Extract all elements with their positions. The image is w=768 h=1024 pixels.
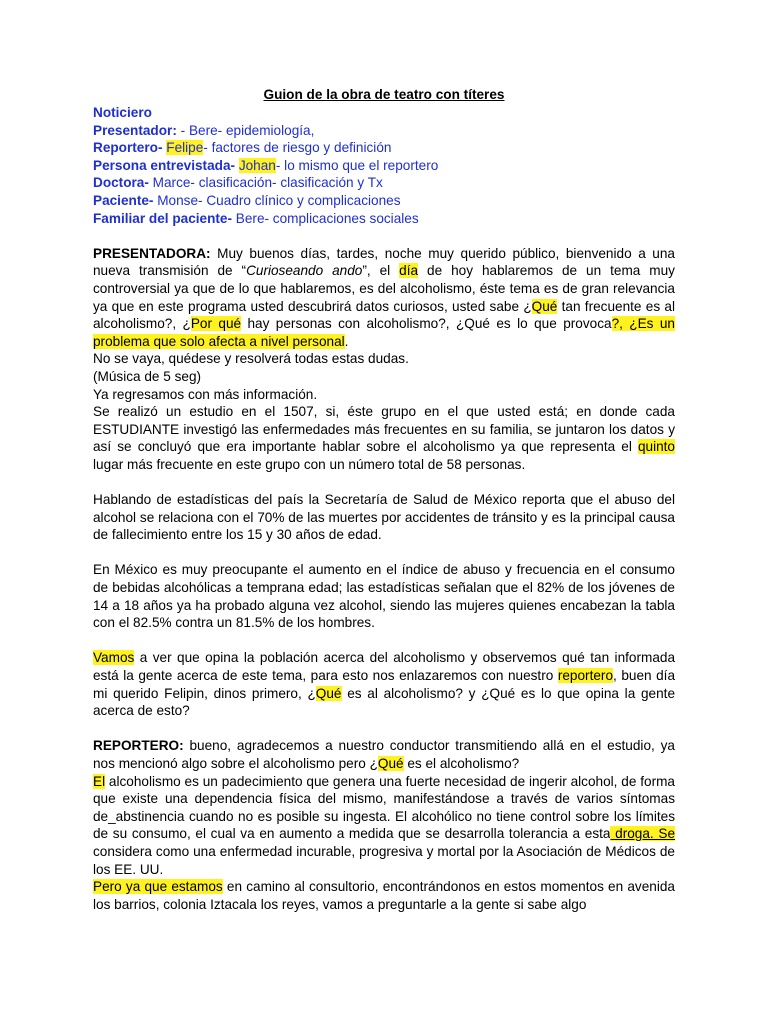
paragraph-definicion: El alcoholismo es un padecimiento que genera una fuerte necesidad de ingerir alcohol, de forma que existe una dependencia física del mismo, manifestándose a través de varios síntomas de_abstinencia cuando no es posible su ingesta. El alcohólico no tiene control sobre los límites de su consumo, el cual va en aumento a medida que se desarrolla tolerancia a esta droga. Se considera como una enfermedad incurable, progresiva y mortal por la Asociación de Médicos de los EE. UU.	[93, 773, 676, 877]
cast-row: Presentador: - Bere- epidemiología,	[93, 122, 315, 138]
paragraph-estudio: Se realizó un estudio en el 1507, si, éste grupo en el que usted está; en donde cada ESTUDIANTE investigó las enfermedades más frecuentes en su familia, se juntaron los datos y así se concluyó que era importante hablar sobre el alcoholismo ya que representa el quinto lugar más frecuente en este grupo con un número total de 58 personas.	[93, 404, 675, 472]
paragraph-consultorio: Pero ya que estamos en camino al consultorio, encontrándonos en estos momentos en avenida los barrios, colonia Iztacala los reyes, vamos a preguntarle a la gente si sabe algo	[93, 879, 675, 912]
cast-heading: Noticiero	[93, 105, 152, 120]
cast-row: Persona entrevistada- Johan- lo mismo que el reportero	[93, 157, 439, 173]
paragraph-reportero: REPORTERO: bueno, agradecemos a nuestro conductor transmitiendo allá en el estudio, ya nos mencionó algo sobre el alcoholismo pero ¿Qué es el alcoholismo?	[93, 738, 675, 771]
paragraph-presentadora: PRESENTADORA: Muy buenos días, tardes, noche muy querido público, bienvenido a una nueva transmisión de “Curioseando ando”, el día de hoy hablaremos de un tema muy controversial ya que de lo que hablaremos, es del alcoholismo, éste tema es de gran relevancia ya que en este programa usted descubrirá datos curiosos, usted sabe ¿Qué tan frecuente es al alcoholismo?, ¿Por qué hay personas con alcoholismo?, ¿Qué es lo que provoca?, ¿Es un problema que solo afecta a nivel personal.	[93, 245, 675, 349]
paragraph-vamos: Vamos a ver que opina la población acerca del alcoholismo y observemos qué tan informada está la gente acerca de este tema, para esto nos enlazaremos con nuestro reportero, buen día mi querido Felipin, dinos primero, ¿Qué es al alcoholismo? y ¿Qué es lo que opina la gente acerca de esto?	[93, 650, 676, 719]
cast-list	[93, 104, 675, 227]
document-title: Guion de la obra de teatro con títeres	[263, 87, 505, 102]
cast-row: Doctora- Marce- clasificación- clasificación y Tx	[93, 175, 383, 191]
paragraph-estadisticas: Hablando de estadísticas del país la Secretaría de Salud de México reporta que el abuso del alcohol se relaciona con el 70% de las muertes por accidentes de tránsito y es la principal causa de fallecimiento entre los 15 y 30 años de edad.	[93, 492, 675, 543]
paragraph-interlude: No se vaya, quédese y resolverá todas estas dudas. (Música de 5 seg) Ya regresamos con más información.	[93, 351, 409, 402]
cast-row: Familiar del paciente- Bere- complicaciones sociales	[93, 210, 419, 226]
cast-row: Reportero- Felipe- factores de riesgo y definición	[93, 140, 392, 156]
paragraph-mexico: En México es muy preocupante el aumento en el índice de abuso y frecuencia en el consumo de bebidas alcohólicas a temprana edad; las estadísticas señalan que el 82% de los jóvenes de 14 a 18 años ya ha probado alguna vez alcohol, siendo las mujeres quienes encabezan la tabla con el 82.5% contra un 81.5% de los hombres.	[93, 562, 675, 631]
cast-row: Paciente- Monse- Cuadro clínico y complicaciones	[93, 192, 401, 208]
